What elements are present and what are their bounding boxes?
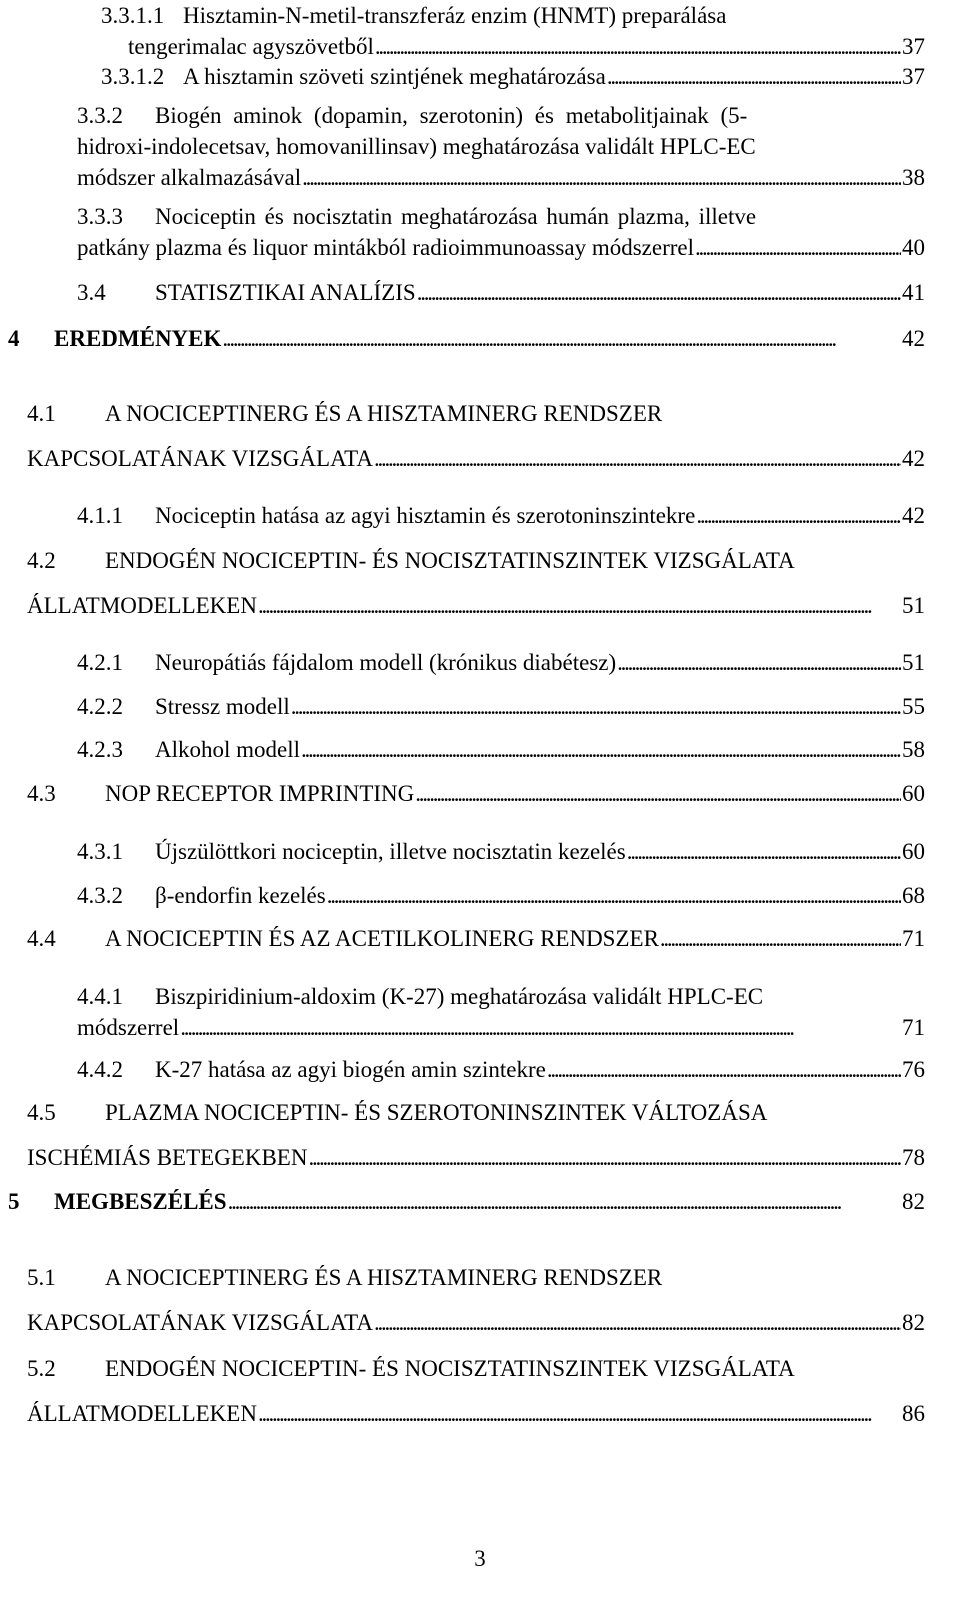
toc-page-number: 60	[902, 839, 925, 864]
toc-entry[interactable]	[27, 398, 925, 474]
toc-page-number: 37	[902, 64, 925, 89]
leader-dots	[695, 232, 901, 263]
toc-entry-number: 3.3.1.1	[101, 3, 165, 28]
leader-dots	[222, 323, 901, 354]
leader-dots	[301, 734, 901, 765]
toc-page-number: 78	[902, 1145, 925, 1170]
toc-entry-title: Biogén aminok (dopamin, szerotonin) és metabolitjainak (5-	[155, 103, 748, 128]
toc-entry-number: 4	[8, 326, 20, 351]
toc-entry-number: 3.3.2	[77, 103, 123, 128]
toc-page-number: 82	[902, 1310, 925, 1335]
toc-page-number: 42	[902, 446, 925, 471]
toc-entry-title: STATISZTIKAI ANALÍZIS	[155, 280, 416, 305]
leader-dots	[627, 836, 901, 867]
toc-page-number: 86	[902, 1401, 925, 1426]
toc-entry[interactable]	[77, 691, 925, 722]
toc-entry-title: PLAZMA NOCICEPTIN- ÉS SZEROTONINSZINTEK VÁLTOZÁSA	[105, 1100, 768, 1125]
toc-page-number: 68	[902, 883, 925, 908]
toc-page-number: 82	[902, 1189, 925, 1214]
toc-entry-number: 4.4.2	[77, 1057, 123, 1082]
toc-entry-title: EREDMÉNYEK	[54, 326, 222, 351]
toc-entry-title-cont: ÁLLATMODELLEKEN	[27, 1401, 257, 1426]
leader-dots	[617, 647, 901, 678]
toc-entry-title: Újszülöttkori nociceptin, illetve nocisztatin kezelés	[155, 839, 626, 864]
toc-entry[interactable]	[77, 1054, 925, 1085]
toc-entry[interactable]	[77, 981, 925, 1043]
leader-dots	[327, 880, 901, 911]
toc-page-number: 42	[902, 503, 925, 528]
toc-entry-title: NOP RECEPTOR IMPRINTING	[105, 781, 415, 806]
toc-entry[interactable]	[101, 0, 925, 62]
toc-entry[interactable]	[27, 923, 925, 954]
toc-entry[interactable]	[77, 500, 925, 531]
toc-page-number: 51	[902, 650, 925, 675]
toc-page-number: 60	[902, 781, 925, 806]
toc-entry-title-cont: módszer alkalmazásával	[77, 165, 302, 190]
toc-entry[interactable]	[27, 1353, 925, 1429]
toc-entry-title-cont: patkány plazma és liquor mintákból radioimmunoassay módszerrel	[77, 235, 695, 260]
toc-entry-number: 4.1	[27, 401, 56, 426]
leader-dots	[375, 31, 901, 62]
toc-entry-title: Biszpiridinium-aldoxim (K-27) meghatározása validált HPLC-EC	[155, 984, 764, 1009]
toc-entry-title: A NOCICEPTIN ÉS AZ ACETILKOLINERG RENDSZER	[105, 926, 659, 951]
toc-entry[interactable]	[77, 734, 925, 765]
toc-page-number: 38	[902, 165, 925, 190]
leader-dots	[547, 1054, 901, 1085]
leader-dots	[258, 1398, 901, 1429]
toc-entry-title-cont: tengerimalac agyszövetből	[128, 34, 374, 59]
leader-dots	[607, 61, 901, 92]
toc-entry[interactable]	[101, 61, 925, 92]
toc-entry-title: ENDOGÉN NOCICEPTIN- ÉS NOCISZTATINSZINTEK VIZSGÁLATA	[105, 548, 795, 573]
toc-entry-number: 4.2.2	[77, 694, 123, 719]
toc-page-number: 76	[902, 1057, 925, 1082]
toc-entry-number: 4.2.1	[77, 650, 123, 675]
toc-entry-title-cont: hidroxi-indolecetsav, homovanillinsav) meghatározása validált HPLC-EC	[77, 134, 756, 159]
toc-entry-title: K-27 hatása az agyi biogén amin szintekre	[155, 1057, 546, 1082]
toc-entry-title: A NOCICEPTINERG ÉS A HISZTAMINERG RENDSZER	[105, 401, 663, 426]
toc-entry[interactable]	[27, 778, 925, 809]
toc-entry-number: 4.4	[27, 926, 56, 951]
toc-entry-title-cont: módszerrel	[77, 1015, 180, 1040]
toc-entry[interactable]	[27, 1262, 925, 1338]
toc-entry-title-cont: KAPCSOLATÁNAK VIZSGÁLATA	[27, 446, 373, 471]
toc-entry[interactable]	[8, 1186, 925, 1217]
toc-page-number: 40	[902, 235, 925, 260]
toc-entry-number: 3.4	[77, 280, 106, 305]
toc-entry-title: Nociceptin és nocisztatin meghatározása humán plazma, illetve	[155, 204, 757, 229]
toc-entry-title: Neuropátiás fájdalom modell (krónikus diabétesz)	[155, 650, 617, 675]
leader-dots	[228, 1186, 901, 1217]
toc-entry-number: 4.5	[27, 1100, 56, 1125]
leader-dots	[374, 443, 901, 474]
toc-entry[interactable]	[77, 836, 925, 867]
toc-entry-title: Stressz modell	[155, 694, 290, 719]
toc-page-number: 41	[902, 280, 925, 305]
toc-entry-title: Alkohol modell	[155, 737, 301, 762]
toc-page-number: 71	[902, 1015, 925, 1040]
toc-entry-title-cont: ÁLLATMODELLEKEN	[27, 593, 257, 618]
toc-entry-number: 4.3.1	[77, 839, 123, 864]
leader-dots	[417, 277, 901, 308]
toc-entry-title: A NOCICEPTINERG ÉS A HISZTAMINERG RENDSZER	[105, 1265, 663, 1290]
toc-entry-number: 4.4.1	[77, 984, 123, 1009]
toc-entry-title: A hisztamin szöveti szintjének meghatározása	[183, 64, 606, 89]
toc-page-number: 42	[902, 326, 925, 351]
leader-dots	[258, 590, 901, 621]
toc-entry-title: ENDOGÉN NOCICEPTIN- ÉS NOCISZTATINSZINTEK VIZSGÁLATA	[105, 1356, 795, 1381]
toc-entry-title-cont: ISCHÉMIÁS BETEGEKBEN	[27, 1145, 308, 1170]
toc-entry-number: 3.3.3	[77, 204, 123, 229]
toc-entry-number: 4.2	[27, 548, 56, 573]
toc-entry[interactable]	[77, 880, 925, 911]
toc-entry[interactable]	[8, 323, 925, 354]
leader-dots	[308, 1142, 901, 1173]
toc-entry[interactable]	[77, 647, 925, 678]
leader-dots	[302, 162, 901, 193]
toc-entry-title: Nociceptin hatása az agyi hisztamin és szerotoninszintekre	[155, 503, 696, 528]
toc-page-number: 37	[902, 34, 925, 59]
toc-entry-number: 5	[8, 1189, 20, 1214]
toc-entry[interactable]	[27, 545, 925, 621]
leader-dots	[415, 778, 901, 809]
toc-entry[interactable]	[77, 201, 925, 263]
toc-page-number: 71	[902, 926, 925, 951]
toc-entry[interactable]	[27, 1097, 925, 1173]
page-number: 3	[474, 1546, 486, 1571]
toc-entry-title: MEGBESZÉLÉS	[54, 1189, 227, 1214]
toc-page-number: 51	[902, 593, 925, 618]
leader-dots	[696, 500, 901, 531]
toc-entry-number: 5.1	[27, 1265, 56, 1290]
toc-entry-number: 4.1.1	[77, 503, 123, 528]
toc-entry-number: 4.2.3	[77, 737, 123, 762]
toc-page-number: 55	[902, 694, 925, 719]
toc-entry-number: 5.2	[27, 1356, 56, 1381]
toc-entry-title: β-endorfin kezelés	[155, 883, 326, 908]
toc-page-number: 58	[902, 737, 925, 762]
toc-entry[interactable]	[77, 277, 925, 308]
toc-entry-title: Hisztamin-N-metil-transzferáz enzim (HNMT) preparálása	[183, 3, 727, 28]
toc-entry-title-cont: KAPCSOLATÁNAK VIZSGÁLATA	[27, 1310, 373, 1335]
leader-dots	[660, 923, 901, 954]
toc-entry[interactable]	[77, 100, 925, 193]
toc-entry-number: 4.3	[27, 781, 56, 806]
toc-entry-number: 4.3.2	[77, 883, 123, 908]
leader-dots	[374, 1307, 901, 1338]
toc-entry-number: 3.3.1.2	[101, 64, 165, 89]
leader-dots	[180, 1012, 901, 1043]
leader-dots	[291, 691, 901, 722]
